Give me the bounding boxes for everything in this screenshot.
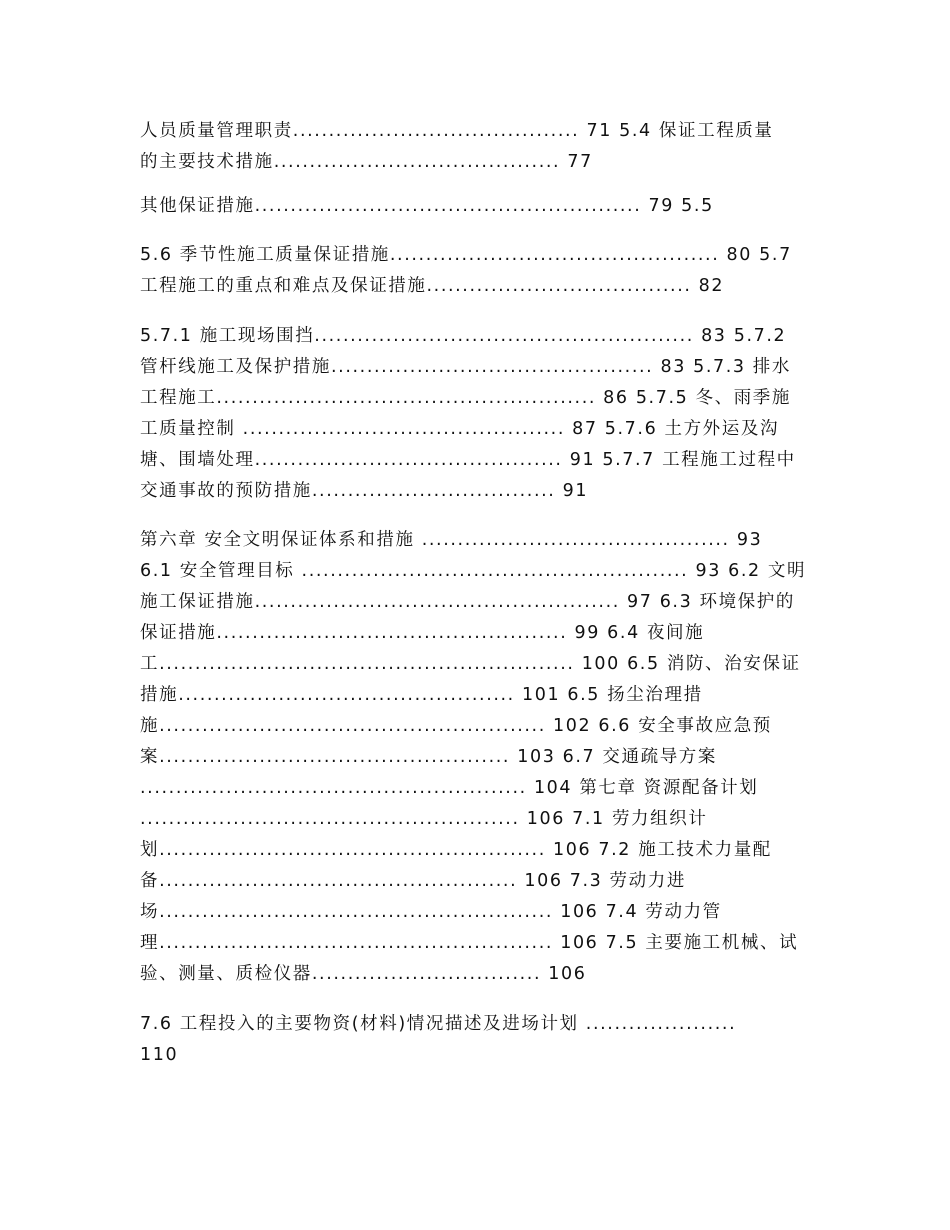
toc-line: 7.6 工程投入的主要物资(材料)情况描述及进场计划 ..................... xyxy=(140,1014,737,1034)
toc-line: 验、测量、质检仪器................................ 106 xyxy=(140,964,587,984)
toc-line: 理....................................................... 106 7.5 主要施工机械、试 xyxy=(140,933,799,953)
toc-line: 管杆线施工及保护措施............................................. 83 5.7.3 排水 xyxy=(140,357,792,377)
toc-line: 110 xyxy=(140,1045,179,1065)
toc-line: 划...................................................... 106 7.2 施工技术力量配 xyxy=(140,840,772,860)
toc-line: 施...................................................... 102 6.6 安全事故应急预 xyxy=(140,716,772,736)
toc-line: 塘、围墙处理........................................... 91 5.7.7 工程施工过程中 xyxy=(140,450,796,470)
toc-paragraph-quality-duties xyxy=(140,116,774,178)
toc-line: 其他保证措施...................................................... 79 5.5 xyxy=(140,196,714,216)
toc-line: 工程施工的重点和难点及保证措施..................................... 82 xyxy=(140,276,725,296)
toc-line: 交通事故的预防措施.................................. 91 xyxy=(140,481,589,501)
toc-line: 备.................................................. 106 7.3 劳动力进 xyxy=(140,871,686,891)
toc-paragraph-seasonal xyxy=(140,240,792,302)
toc-paragraph-materials xyxy=(140,1009,736,1071)
toc-paragraph-section-5-7 xyxy=(140,321,796,507)
toc-line: 工质量控制 ............................................. 87 5.7.6 土方外运及沟 xyxy=(140,419,780,439)
toc-line: 工.......................................................... 100 6.5 消防、治安保证 xyxy=(140,654,801,674)
toc-line: 案................................................. 103 6.7 交通疏导方案 xyxy=(140,747,717,767)
toc-line: 人员质量管理职责........................................ 71 5.4 保证工程质量 xyxy=(140,121,774,141)
toc-line: 工程施工..................................................... 86 5.7.5 冬、雨季施 xyxy=(140,388,792,408)
toc-line: 施工保证措施................................................... 97 6.3 环境保护的 xyxy=(140,592,795,612)
toc-line: 措施............................................... 101 6.5 扬尘治理措 xyxy=(140,685,703,705)
toc-line: 5.6 季节性施工质量保证措施.............................................. 80 5.7 xyxy=(140,245,792,265)
toc-line: 第六章 安全文明保证体系和措施 ........................................... 93 xyxy=(140,530,763,550)
toc-line: ...................................................... 104 第七章 资源配备计划 xyxy=(140,778,759,798)
toc-line: 保证措施................................................. 99 6.4 夜间施 xyxy=(140,623,705,643)
toc-paragraph-other-measures xyxy=(140,191,714,222)
toc-line: ..................................................... 106 7.1 劳力组织计 xyxy=(140,809,708,829)
toc-paragraph-chapter-6-7 xyxy=(140,525,806,990)
toc-line: 6.1 安全管理目标 ...................................................... 93 6.2 文明 xyxy=(140,561,807,581)
toc-line: 的主要技术措施........................................ 77 xyxy=(140,152,593,172)
toc-line: 5.7.1 施工现场围挡..................................................... 83 5.7.2 xyxy=(140,326,787,346)
toc-line: 场....................................................... 106 7.4 劳动力管 xyxy=(140,902,722,922)
